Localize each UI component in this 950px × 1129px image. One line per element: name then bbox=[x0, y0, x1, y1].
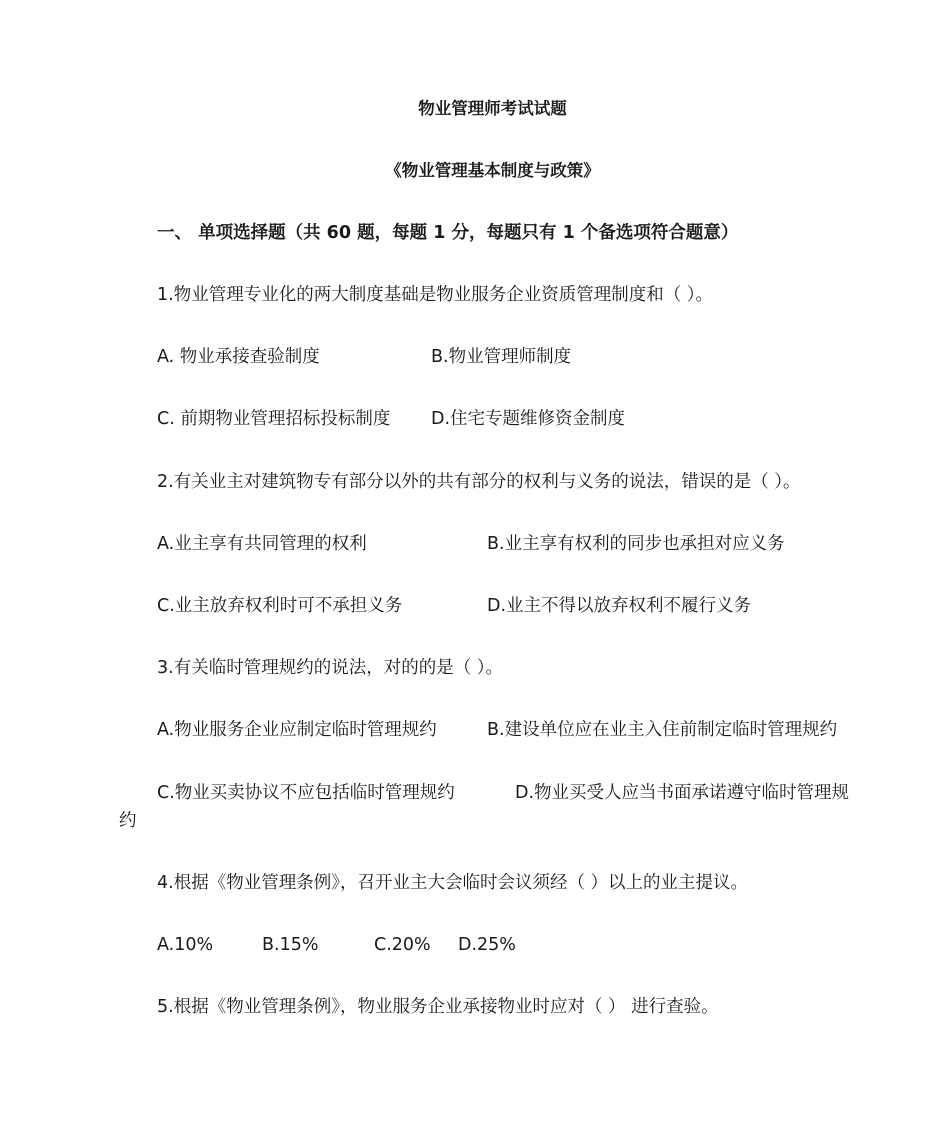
question-4-option-d: D.25% bbox=[458, 935, 516, 955]
section-heading: 一、 单项选择题（共 60 题，每题 1 分，每题只有 1 个备选项符合题意） bbox=[157, 223, 739, 243]
question-3-option-b: B.建设单位应在业主入住前制定临时管理规约 bbox=[487, 720, 838, 740]
question-1-stem: 1.物业管理专业化的两大制度基础是物业服务企业资质管理制度和（ ）。 bbox=[157, 285, 714, 305]
document-title: 物业管理师考试试题 bbox=[418, 99, 567, 118]
question-2-option-b: B.业主享有权利的同步也承担对应义务 bbox=[487, 534, 785, 554]
question-5-stem: 5.根据《物业管理条例》，物业服务企业承接物业时应对（ ） 进行查验。 bbox=[157, 997, 719, 1017]
question-1-option-d: D.住宅专题维修资金制度 bbox=[431, 409, 626, 429]
question-1-option-a: A. 物业承接查验制度 bbox=[157, 347, 320, 367]
question-4-stem: 4.根据《物业管理条例》，召开业主大会临时会议须经（ ）以上的业主提议。 bbox=[157, 873, 749, 893]
question-3-option-c: C.物业买卖协议不应包括临时管理规约 bbox=[157, 783, 455, 803]
question-4-option-a: A.10% bbox=[157, 935, 214, 955]
question-1-option-b: B.物业管理师制度 bbox=[431, 347, 572, 367]
question-3-option-a: A.物业服务企业应制定临时管理规约 bbox=[157, 720, 437, 740]
question-1-option-c: C. 前期物业管理招标投标制度 bbox=[157, 409, 391, 429]
document-subtitle: 《物业管理基本制度与政策》 bbox=[385, 161, 600, 180]
question-3-option-d-continuation: 约 bbox=[119, 811, 137, 831]
question-2-option-d: D.业主不得以放弃权利不履行义务 bbox=[487, 596, 752, 616]
question-4-option-c: C.20% bbox=[374, 935, 431, 955]
question-2-option-a: A.业主享有共同管理的权利 bbox=[157, 534, 367, 554]
question-4-option-b: B.15% bbox=[262, 935, 319, 955]
question-2-stem: 2.有关业主对建筑物专有部分以外的共有部分的权利与义务的说法，错误的是（ ）。 bbox=[157, 472, 801, 492]
question-2-option-c: C.业主放弃权利时可不承担义务 bbox=[157, 596, 403, 616]
question-3-option-d: D.物业买受人应当书面承诺遵守临时管理规 bbox=[515, 783, 850, 803]
question-3-stem: 3.有关临时管理规约的说法，对的的是（ ）。 bbox=[157, 658, 504, 678]
